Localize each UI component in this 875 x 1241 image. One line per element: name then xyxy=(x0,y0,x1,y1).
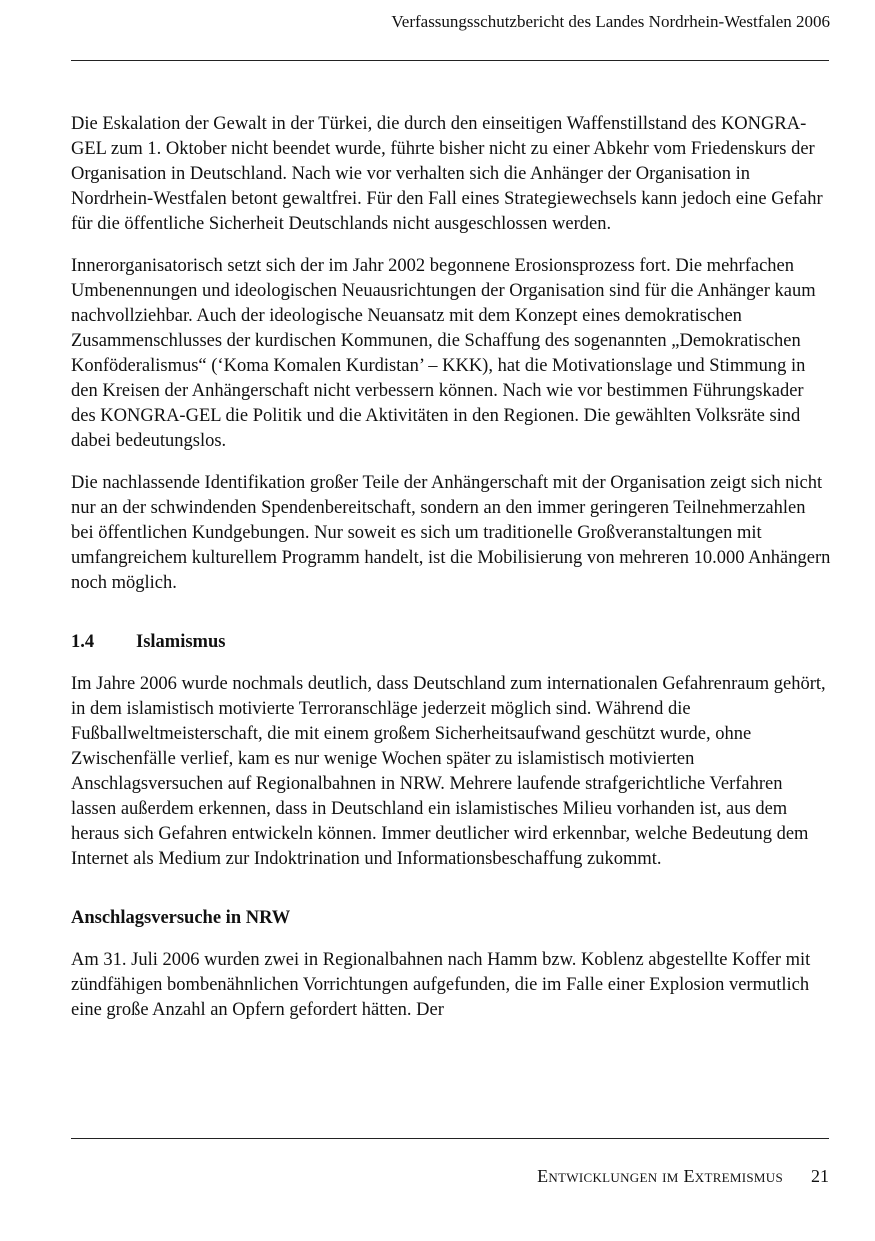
section-heading xyxy=(71,630,831,655)
section-title: Islamismus xyxy=(136,632,226,652)
page-number: 21 xyxy=(811,1166,829,1186)
page-body xyxy=(71,112,831,1023)
section-paragraph: Im Jahre 2006 wurde nochmals deutlich, dass Deutschland zum internationalen Gefahrenraum gehört, in dem islamistisch motivierte Terroranschläge jederzeit möglich sind. Während die Fußballweltmeisterschaft, die mit einem großem Sicherheitsaufwand geschützt wurde, ohne Zwischenfälle verlief, kam es nur wenige Wochen später zu islamistisch motivierten Anschlagsversuchen auf Regionalbahnen in NRW. Mehrere laufende strafgerichtliche Verfahren lassen außerdem erkennen, dass in Deutschland ein islamistisches Milieu vorhanden ist, aus dem heraus sich Gefahren entwickeln können. Immer deutlicher wird erkennbar, welche Bedeutung dem Internet als Medium zur Indoktrination und Informationsbeschaffung zukommt. xyxy=(71,674,826,869)
subsection-heading: Anschlagsversuche in NRW xyxy=(71,908,291,928)
running-header: Verfassungsschutzbericht des Landes Nordrhein-Westfalen 2006 xyxy=(391,12,830,31)
body-paragraph: Die Eskalation der Gewalt in der Türkei, die durch den einseitigen Waffenstillstand des KONGRA-GEL zum 1. Oktober nicht beendet wurde, führte bisher nicht zu einer Abkehr vom Friedenskurs der Organisation in Deutschland. Nach wie vor verhalten sich die Anhänger der Organisation in Nordrhein-Westfalen betont gewaltfrei. Für den Fall eines Strategiewechsels kann jedoch eine Gefahr für die öffentliche Sicherheit Deutschlands nicht ausgeschlossen werden. xyxy=(71,114,823,234)
footer-divider xyxy=(71,1138,829,1139)
header-divider xyxy=(71,60,829,61)
page-footer xyxy=(537,1166,829,1187)
body-paragraph: Die nachlassende Identifikation großer Teile der Anhängerschaft mit der Organisation zeigt sich nicht nur an der schwindenden Spendenbereitschaft, sondern an den immer geringeren Teilnehmerzahlen bei öffentlichen Kundgebungen. Nur soweit es sich um traditionelle Großveranstaltungen mit umfangreichem kulturellem Programm handelt, ist die Mobilisierung von mehreren 10.000 Anhängern noch möglich. xyxy=(71,473,831,593)
footer-section-title: Entwicklungen im Extremismus xyxy=(537,1166,783,1186)
section-number: 1.4 xyxy=(71,632,95,652)
body-paragraph: Innerorganisatorisch setzt sich der im Jahr 2002 begonnene Erosionsprozess fort. Die mehrfachen Umbenennungen und ideologischen Neuausrichtungen der Organisation sind für die Anhänger kaum nachvollziehbar. Auch der ideologische Neuansatz mit dem Konzept eines demokratischen Zusammenschlusses der kurdischen Kommunen, die Schaffung des sogenannten „Demokratischen Konföderalismus“ (‘Koma Komalen Kurdistan’ – KKK), hat die Motivationslage und Stimmung in den Kreisen der Anhängerschaft nicht verbessern können. Nach wie vor bestimmen Führungskader des KONGRA-GEL die Politik und die Aktivitäten in den Regionen. Die gewählten Volksräte sind dabei bedeutungslos. xyxy=(71,256,816,451)
subsection-paragraph: Am 31. Juli 2006 wurden zwei in Regionalbahnen nach Hamm bzw. Koblenz abgestellte Koffer mit zündfähigen bombenähnlichen Vorrichtungen aufgefunden, die im Falle einer Explosion vermutlich eine große Anzahl an Opfern gefordert hätten. Der xyxy=(71,950,811,1020)
